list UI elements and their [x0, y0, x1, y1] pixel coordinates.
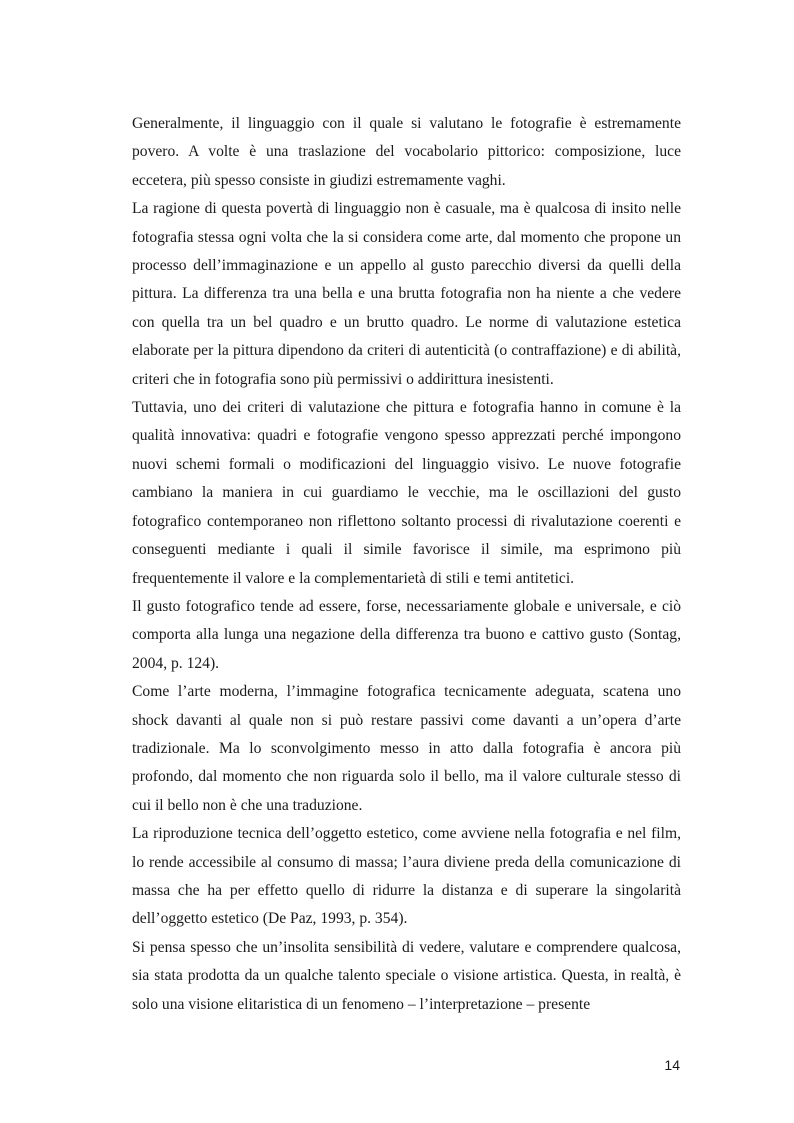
- paragraph: Tuttavia, uno dei criteri di valutazione che pittura e fotografia hanno in comune è la qualità innovativa: quadri e fotografie vengono spesso apprezzati perché impongono nuovi schemi formali o modificazioni del linguaggio visivo. Le nuove fotografie cambiano la maniera in cui guardiamo le vecchie, ma le oscillazioni del gusto fotografico contemporaneo non riflettono soltanto processi di rivalutazione coerenti e conseguenti mediante i quali il simile favorisce il simile, ma esprimono più frequentemente il valore e la complementarietà di stili e temi antitetici.: [132, 399, 681, 587]
- paragraph: Il gusto fotografico tende ad essere, forse, necessariamente globale e universale, e ciò comporta alla lunga una negazione della differenza tra buono e cattivo gusto (Sontag, 2004, p. 124).: [132, 597, 681, 672]
- page-number: 14: [664, 1057, 680, 1073]
- paragraph: La ragione di questa povertà di linguaggio non è casuale, ma è qualcosa di insito nelle fotografia stessa ogni volta che la si considera come arte, dal momento che propone un processo dell’immaginazione e un appello al gusto parecchio diversi da quelli della pittura. La differenza tra una bella e una brutta fotografia non ha niente a che vedere con quella tra un bel quadro e un brutto quadro. Le norme di valutazione estetica elaborate per la pittura dipendono da criteri di autenticità (o contraffazione) e di abilità, criteri che in fotografia sono più permissivi o addirittura inesistenti.: [132, 200, 681, 388]
- paragraph: Come l’arte moderna, l’immagine fotografica tecnicamente adeguata, scatena uno shock davanti al quale non si può restare passivi come davanti a un’opera d’arte tradizionale. Ma lo sconvolgimento messo in atto dalla fotografia è ancora più profondo, dal momento che non riguarda solo il bello, ma il valore culturale stesso di cui il bello non è che una traduzione.: [132, 683, 681, 814]
- paragraph: Si pensa spesso che un’insolita sensibilità di vedere, valutare e comprendere qualcosa, sia stata prodotta da un qualche talento speciale o visione artistica. Questa, in realtà, è solo una visione elitaristica di un fenomeno – l’interpretazione – presente: [132, 938, 681, 1013]
- paragraph: La riproduzione tecnica dell’oggetto estetico, come avviene nella fotografia e nel film, lo rende accessibile al consumo di massa; l’aura diviene preda della comunicazione di massa che ha per effetto quello di ridurre la distanza e di superare la singolarità dell’oggetto estetico (De Paz, 1993, p. 354).: [132, 825, 681, 928]
- paragraph: Generalmente, il linguaggio con il quale si valutano le fotografie è estremamente povero. A volte è una traslazione del vocabolario pittorico: composizione, luce eccetera, più spesso consiste in giudizi estremamente vaghi.: [132, 115, 681, 189]
- body-text: [132, 110, 681, 1019]
